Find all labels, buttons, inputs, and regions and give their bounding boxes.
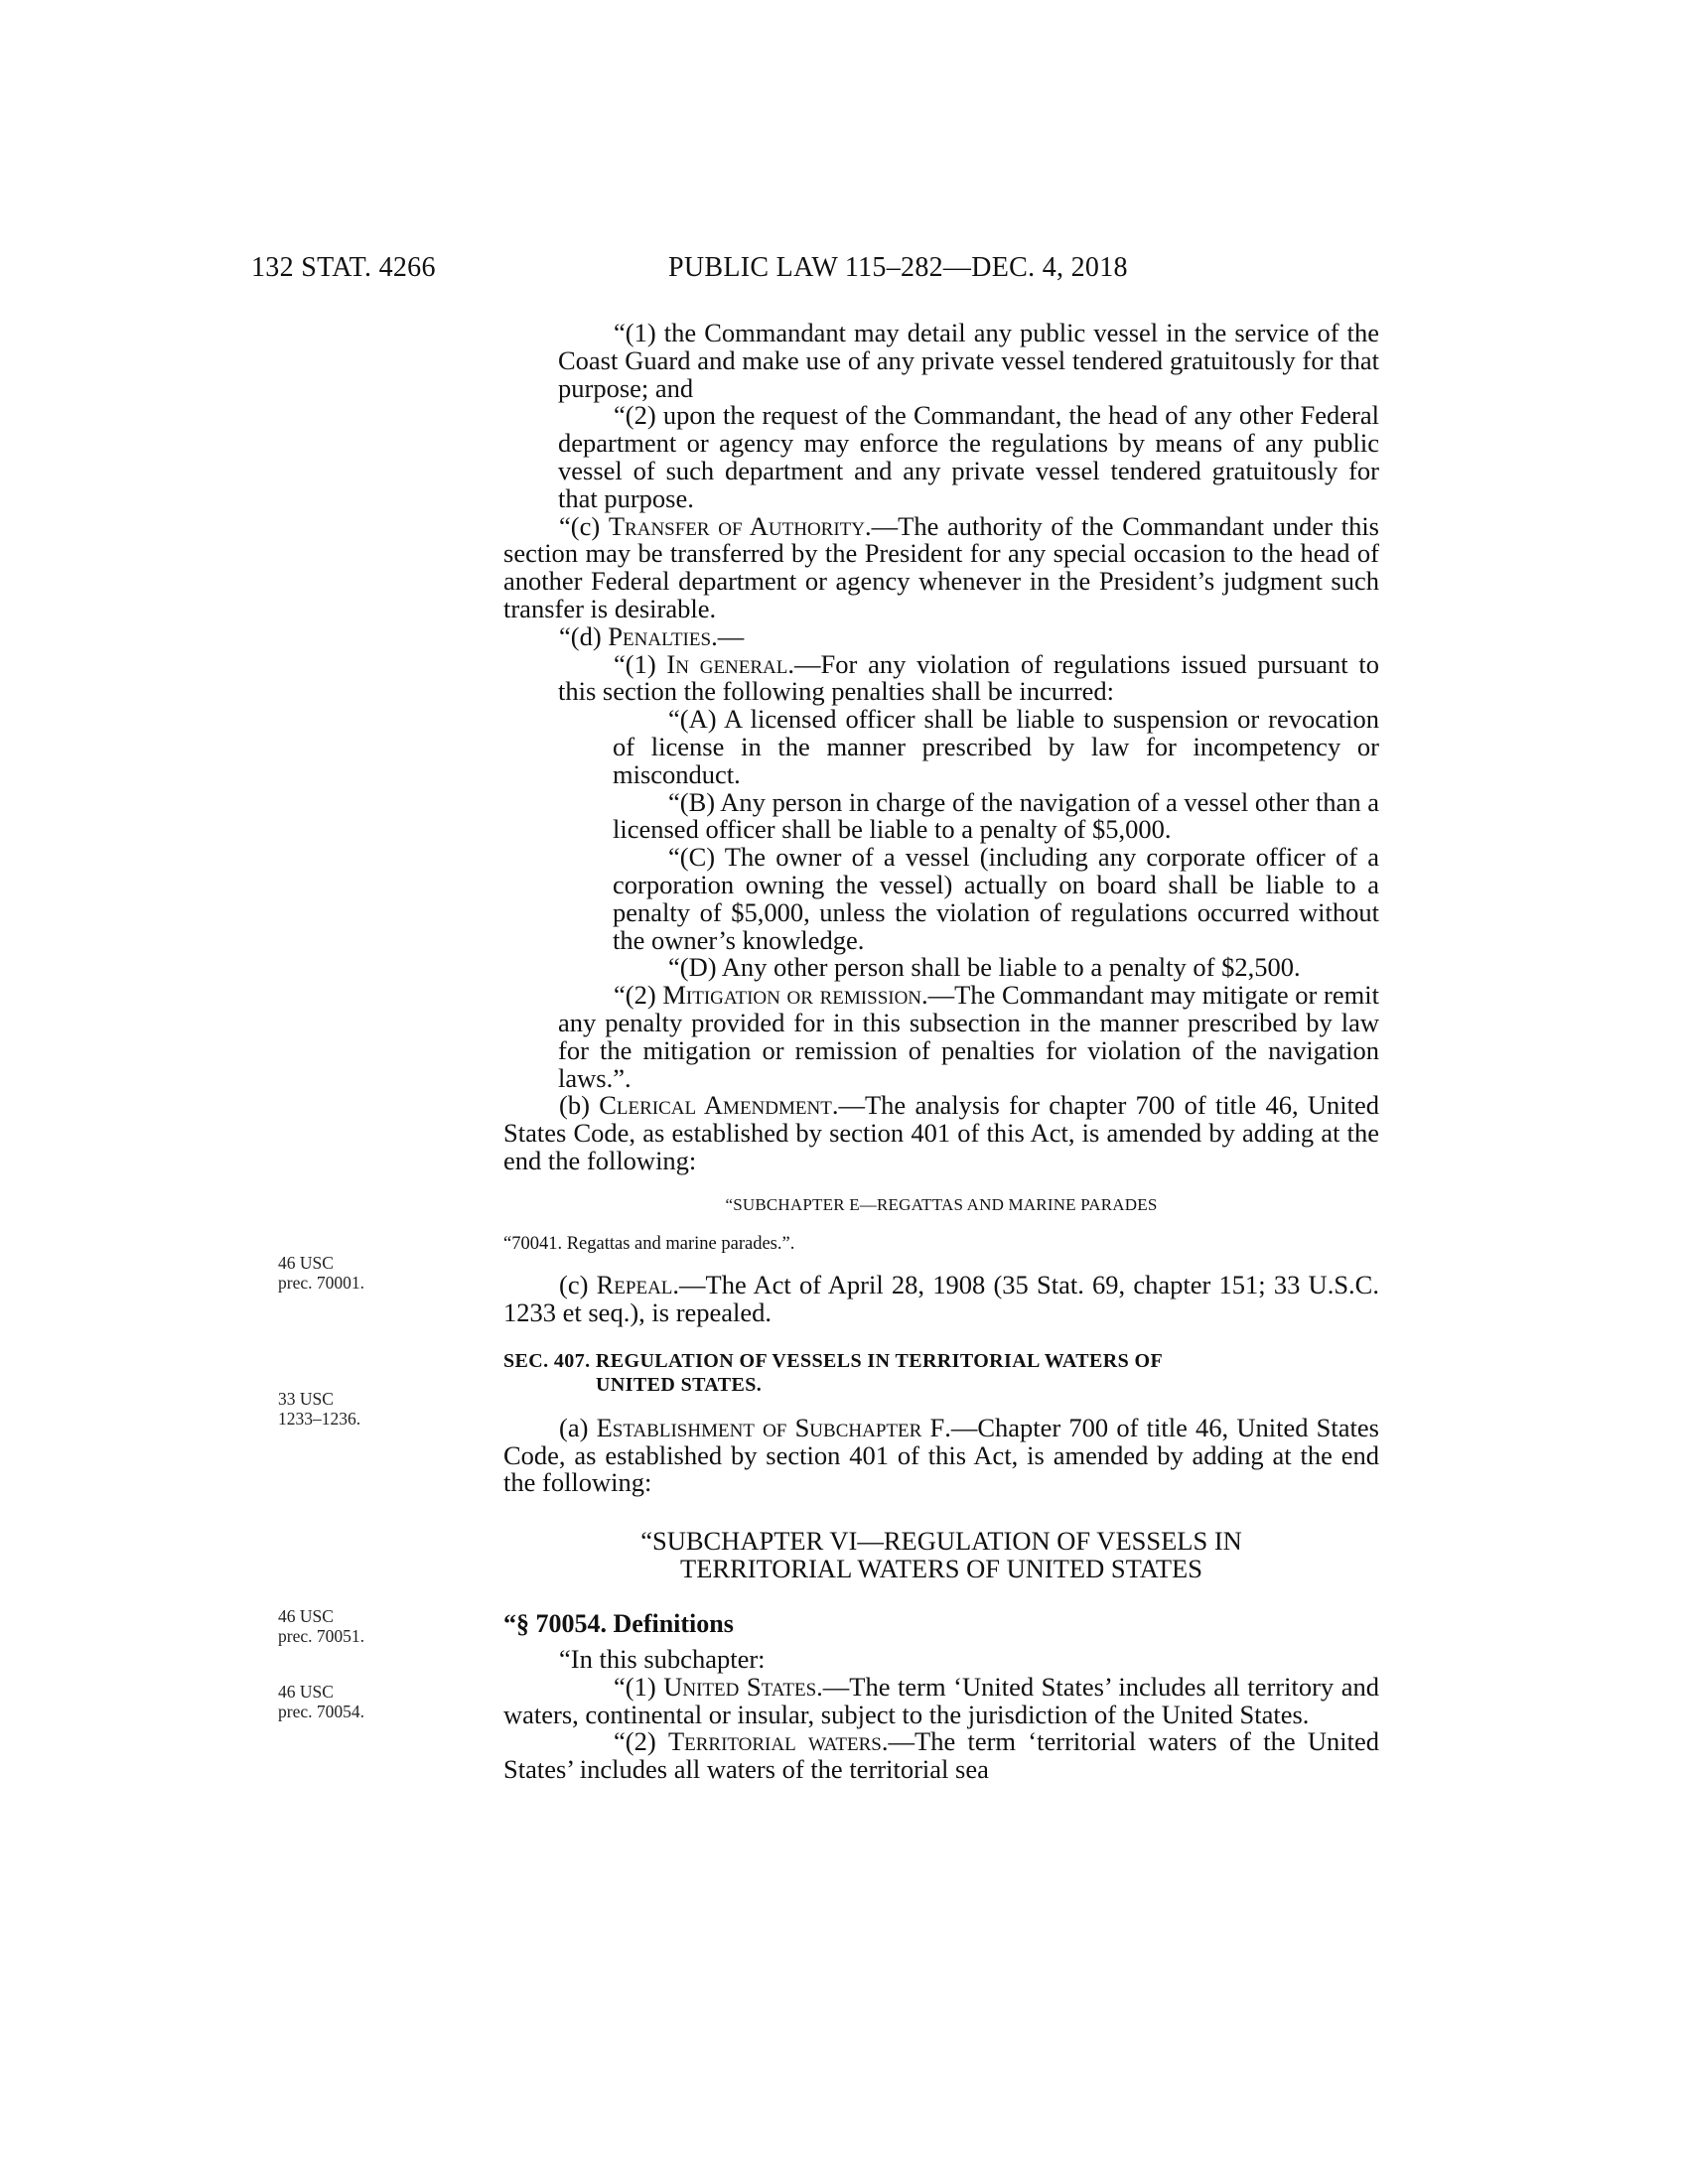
paragraph-d2-heading: Mitigation or remission [662,980,922,1011]
page-reference: 132 STAT. 4266 [251,252,436,283]
section-407-heading-line2: UNITED STATES. [596,1373,763,1396]
paragraph-b1 [503,320,1379,402]
paragraph-b2-text: “(2) upon the request of the Commandant, the head of any other Federal department or agency may enforce the regulations by means of any public vessel of such department and any private vessel tendered gratuitously for that purpose. [558,400,1379,513]
paragraph-d1-heading: In general [666,648,788,679]
margin-note-33usc-1233 [278,1389,360,1429]
definition-united-states [503,1671,1379,1729]
subchapter-e-heading: “SUBCHAPTER E—REGATTAS AND MARINE PARADES [725,1194,1158,1214]
paragraph-d2-prefix: “(2) [614,980,663,1011]
paragraph-d1-text: .—For any violation of regulations issued pursuant to this section the following penalties shall be incurred: [558,648,1379,707]
definition-1-text: .—The term ‘United States’ includes all territory and waters, continental or insular, subject to the jurisdiction of the United States. [503,1671,1379,1729]
section-407-heading-line1: SEC. 407. REGULATION OF VESSELS IN TERRITORIAL WATERS OF [503,1349,1164,1372]
margin-note-46usc-70051 [278,1606,364,1646]
subparagraph-a [503,706,1379,788]
subsection-c-heading: Transfer of Authority [608,510,866,541]
toc-item-70041: “70041. Regattas and marine parades.”. [503,1233,795,1254]
margin-note-46usc-70054 [278,1682,364,1721]
section-407-heading [503,1349,1379,1397]
definition-1-heading: United States [663,1671,817,1702]
margin-note-4-line2: prec. 70054. [278,1702,364,1721]
subchapter-vi-line2: TERRITORIAL WATERS OF UNITED STATES [680,1554,1202,1584]
margin-note-1-line1: 46 USC [278,1253,334,1273]
repeal-prefix: (c) [559,1270,597,1300]
paragraph-d1-prefix: “(1) [614,648,667,679]
clerical-text: .—The analysis for chapter 700 of title 46, United States Code, as established by section 401 of this Act, is amended by adding at the end the following: [503,1090,1379,1175]
subparagraph-d [503,954,1379,982]
subsection-d-prefix: “(d) [559,620,609,651]
subparagraph-a-text: “(A) A licensed officer shall be liable to suspension or revocation of license in the manner prescribed by law for incompetency or misconduct. [613,704,1379,789]
page-header [0,252,1688,292]
definition-1-prefix: “(1) [614,1671,664,1702]
subsection-d [503,620,1379,651]
margin-note-2-line2: 1233–1236. [278,1409,361,1429]
subparagraph-b-text: “(B) Any person in charge of the navigation of a vessel other than a licensed officer shall be liable to a penalty of $5,000. [613,786,1379,845]
subchapter-vi-line1: “SUBCHAPTER VI—REGULATION OF VESSELS IN [640,1526,1242,1557]
definitions-intro: “In this subchapter: [559,1644,766,1675]
margin-note-46usc-70001 [278,1253,364,1293]
paragraph-d1 [503,648,1379,707]
paragraph-b2 [503,402,1379,512]
establishment-prefix: (a) [559,1412,597,1442]
subparagraph-c-text: “(C) The owner of a vessel (including any corporate officer of a corporation owning the vessel) actually on board shall be liable to a penalty of $5,000, unless the violation of regulations occurred without the owner’s knowledge. [613,842,1379,955]
establishment-heading: Establishment of Subchapter F [596,1412,945,1442]
subparagraph-c [503,844,1379,954]
subsection-c-prefix: “(c) [559,510,609,541]
subparagraph-d-text: “(D) Any other person shall be liable to a penalty of $2,500. [668,952,1301,983]
repeal-heading: Repeal [596,1270,673,1300]
clerical-prefix: (b) [559,1090,600,1121]
definition-territorial-waters [503,1728,1379,1784]
section-70054-heading: “§ 70054. Definitions [503,1609,734,1639]
establishment-text: .—Chapter 700 of title 46, United States Code, as established by section 401 of this Act, is amended by adding at the end the following: [503,1412,1379,1498]
subsection-c [503,510,1379,623]
document-body [503,320,1379,1784]
subsection-a-establishment [503,1412,1379,1498]
clerical-heading: Clerical Amendment [599,1090,832,1121]
margin-note-2-line1: 33 USC [278,1389,334,1409]
subsection-d-heading: Penalties [608,620,712,651]
page-title: PUBLIC LAW 115–282—DEC. 4, 2018 [668,252,1128,283]
subsection-c-repeal [503,1272,1379,1327]
paragraph-d2-text: .—The Commandant may mitigate or remit any penalty provided for in this subsection in the manner prescribed by law for the mitigation or remission of penalties for violation of the navigation laws.”. [558,980,1379,1093]
paragraph-d2 [503,982,1379,1092]
margin-note-3-line2: prec. 70051. [278,1626,364,1646]
definition-2-heading: Territorial waters [667,1726,882,1757]
repeal-text: .—The Act of April 28, 1908 (35 Stat. 69, chapter 151; 33 U.S.C. 1233 et seq.), is repealed. [503,1270,1379,1328]
definition-2-prefix: “(2) [614,1726,668,1757]
margin-note-4-line1: 46 USC [278,1682,334,1702]
margin-note-3-line1: 46 USC [278,1606,334,1626]
subparagraph-b [503,786,1379,845]
definition-2-text: .—The term ‘territorial waters of the United States’ includes all waters of the territorial sea [503,1726,1380,1785]
subchapter-vi-heading [503,1527,1379,1582]
paragraph-b1-text: “(1) the Commandant may detail any public vessel in the service of the Coast Guard and make use of any private vessel tendered gratuitously for that purpose; and [558,318,1379,403]
subsection-d-dash: .— [711,620,745,651]
margin-note-1-line2: prec. 70001. [278,1273,364,1293]
subsection-c-text: .—The authority of the Commandant under this section may be transferred by the President for any special occasion to the head of another Federal department or agency whenever in the President’s judgment such transfer is desirable. [503,510,1379,623]
subsection-b-clerical [503,1092,1379,1174]
